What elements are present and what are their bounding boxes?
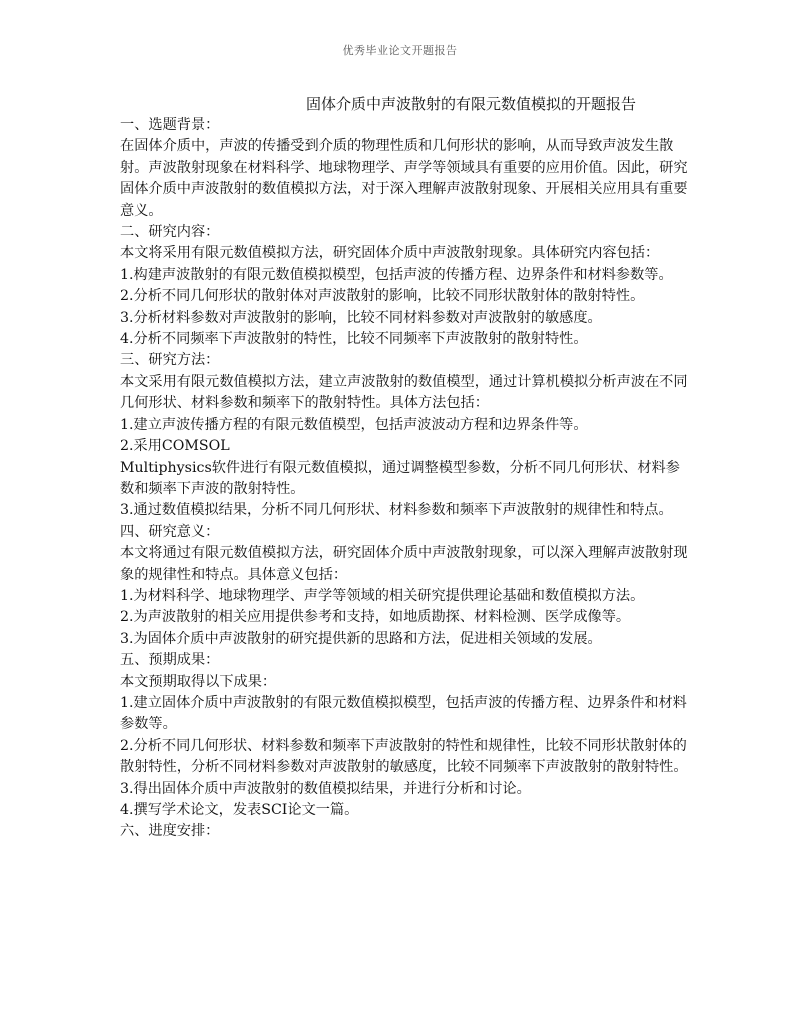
list-item-results-2: 2.分析不同几何形状、材料参数和频率下声波散射的特性和规律性，比较不同形状散射体的散射特性，分析不同材料参数对声波散射的敏感度，比较不同频率下声波散射的散射特性。 xyxy=(120,737,688,776)
list-item-results-1: 1.建立固体介质中声波散射的有限元数值模拟模型，包括声波的传播方程、边界条件和材料参数等。 xyxy=(120,694,687,733)
section-heading-results: 五、预期成果： xyxy=(120,652,220,669)
section-heading-schedule: 六、进度安排： xyxy=(120,823,220,840)
list-item-significance-1: 1.为材料科学、地球物理学、声学等领域的相关研究提供理论基础和数值模拟方法。 xyxy=(120,587,645,604)
list-item-content-3: 3.分析材料参数对声波散射的影响，比较不同材料参数对声波散射的敏感度。 xyxy=(120,309,602,326)
list-item-significance-2: 2.为声波散射的相关应用提供参考和支持，如地质勘探、材料检测、医学成像等。 xyxy=(120,609,631,626)
paragraph-content-intro: 本文将采用有限元数值模拟方法，研究固体介质中声波散射现象。具体研究内容包括： xyxy=(120,245,660,262)
paragraph-significance-intro: 本文将通过有限元数值模拟方法，研究固体介质中声波散射现象，可以深入理解声波散射现象的规律性和特点。具体意义包括： xyxy=(120,545,688,583)
section-heading-method: 三、研究方法： xyxy=(120,352,220,369)
document-body xyxy=(120,115,690,843)
list-item-significance-3: 3.为固体介质中声波散射的研究提供新的思路和方法，促进相关领域的发展。 xyxy=(120,630,602,647)
list-item-method-2: 2.采用COMSOL xyxy=(120,438,230,455)
document-title: 固体介质中声波散射的有限元数值模拟的开题报告 xyxy=(306,95,637,113)
list-item-results-3: 3.得出固体介质中声波散射的数值模拟结果，并进行分析和讨论。 xyxy=(120,780,531,797)
list-item-content-2: 2.分析不同几何形状的散射体对声波散射的影响，比较不同形状散射体的散射特性。 xyxy=(120,288,645,305)
list-item-results-4: 4.撰写学术论文，发表SCI论文一篇。 xyxy=(120,802,359,818)
running-header: 优秀毕业论文开题报告 xyxy=(342,44,458,57)
paragraph-results-intro: 本文预期取得以下成果： xyxy=(120,673,277,690)
list-item-content-1: 1.构建声波散射的有限元数值模拟模型，包括声波的传播方程、边界条件和材料参数等。 xyxy=(120,266,673,283)
paragraph-background: 在固体介质中，声波的传播受到介质的物理性质和几何形状的影响，从而导致声波发生散射。声波散射现象在材料科学、地球物理学、声学等领域具有重要的应用价值。因此，研究固体介质中声波散射的数值模拟方法，对于深入理解声波散射现象、开展相关应用具有重要意义。 xyxy=(120,138,688,219)
list-item-method-3: 3.通过数值模拟结果，分析不同几何形状、材料参数和频率下声波散射的规律性和特点。 xyxy=(120,502,673,519)
section-heading-background: 一、选题背景： xyxy=(120,117,220,133)
list-item-content-4: 4.分析不同频率下声波散射的特性，比较不同频率下声波散射的散射特性。 xyxy=(120,331,588,348)
paragraph-method-intro: 本文采用有限元数值模拟方法，建立声波散射的数值模型，通过计算机模拟分析声波在不同几何形状、材料参数和频率下的散射特性。具体方法包括： xyxy=(120,373,688,412)
list-item-method-2-cont: Multiphysics软件进行有限元数值模拟，通过调整模型参数，分析不同几何形状、材料参数和频率下声波的散射特性。 xyxy=(120,459,680,497)
section-heading-significance: 四、研究意义： xyxy=(120,523,220,540)
section-heading-content: 二、研究内容： xyxy=(120,224,220,241)
list-item-method-1: 1.建立声波传播方程的有限元数值模型，包括声波波动方程和边界条件等。 xyxy=(120,416,588,433)
